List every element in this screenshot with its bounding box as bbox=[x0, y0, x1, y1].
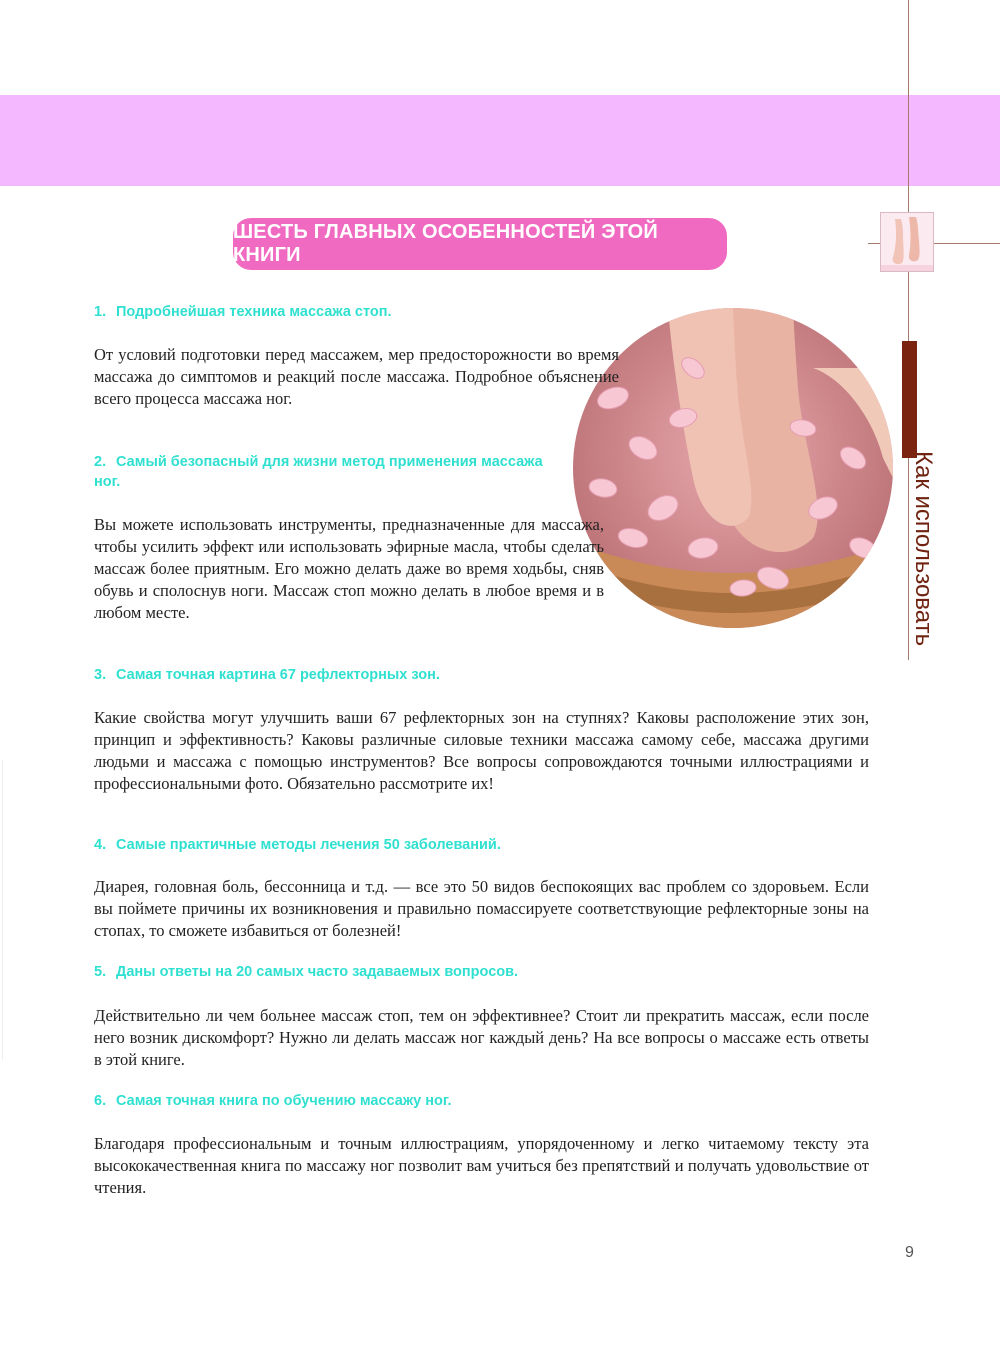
section-3-text: Какие свойства могут улучшить ваши 67 рефлекторных зон на ступнях? Каковы расположение этих зон, принцип и эффективность? Каковы различные силовые техники массажа самому себе, массажа другими людьми и массажа с помощью инструментов? Все вопросы сопровождаются точными иллюстрациями и профессиональными фото. Обязательно рассмотрите их! bbox=[94, 708, 869, 793]
page-edge-line bbox=[2, 760, 3, 1060]
feet-thumbnail bbox=[880, 212, 934, 272]
foot-bath-photo bbox=[573, 308, 893, 628]
section-5-text: Действительно ли чем больнее массаж стоп, тем он эффективнее? Стоит ли прекратить массаж, если после него возник дискомфорт? Нужно ли делать массаж ног каждый день? На все вопросы о массаже есть ответы в этой книге. bbox=[94, 1006, 869, 1069]
section-1-heading: 1. Подробнейшая техника массажа стоп. bbox=[94, 304, 392, 320]
section-3-heading: 3. Самая точная картина 67 рефлекторных зон. bbox=[94, 667, 440, 683]
header-band bbox=[0, 95, 1000, 186]
section-6-heading: 6. Самая точная книга по обучению массажу ног. bbox=[94, 1093, 452, 1109]
section-2-heading: 2. Самый безопасный для жизни метод применения массажа ног. bbox=[94, 454, 543, 490]
page-title: ШЕСТЬ ГЛАВНЫХ ОСОБЕННОСТЕЙ ЭТОЙ КНИГИ bbox=[233, 218, 727, 270]
side-tab-label: Как использовать bbox=[910, 451, 937, 647]
section-4-heading: 4. Самые практичные методы лечения 50 заболеваний. bbox=[94, 837, 501, 853]
section-2-text: Вы можете использовать инструменты, предназначенные для массажа, чтобы усилить эффект или использовать эфирные масла, чтобы сделать массаж более приятным. Его можно делать даже во время ходьбы, сняв обувь и сполоснув ноги. Массаж стоп можно делать в любое время и в любом месте. bbox=[94, 515, 604, 622]
section-6-text: Благодаря профессиональным и точным иллюстрациям, упорядоченному и легко читаемому тексту эта высококачественная книга по массажу ног позволит вам учиться без препятствий и получать удовольствие от чтения. bbox=[94, 1134, 869, 1197]
section-tab-marker bbox=[902, 341, 917, 458]
section-4-text: Диарея, головная боль, бессонница и т.д. — все это 50 видов беспокоящих вас проблем со здоровьем. Если вы поймете причины их возникновения и правильно помассируете соответствующие рефлекторные зоны на стопах, то сможете избавиться от болезней! bbox=[94, 877, 869, 940]
page-number: 9 bbox=[905, 1244, 914, 1261]
section-1-text: От условий подготовки перед массажем, мер предосторожности во время массажа до симптомов и реакций после массажа. Подробное объяснение всего процесса массажа ног. bbox=[94, 345, 619, 408]
section-5-heading: 5. Даны ответы на 20 самых часто задаваемых вопросов. bbox=[94, 964, 519, 980]
